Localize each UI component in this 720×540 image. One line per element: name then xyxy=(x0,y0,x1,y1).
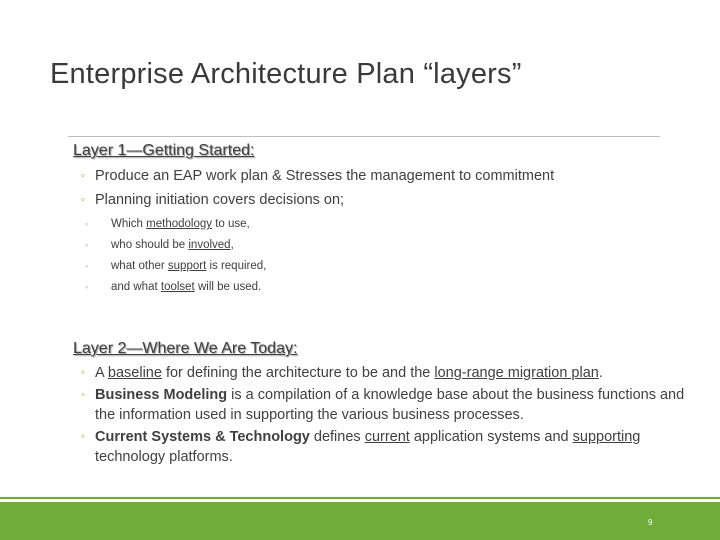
sub-bullet xyxy=(73,277,703,298)
bullet-text: application systems and xyxy=(409,429,573,445)
sub-bullet-text: and what xyxy=(111,281,161,293)
layer1-bullet-2 xyxy=(73,190,703,210)
footer-bar xyxy=(0,502,720,540)
bullet-bold: Business Modeling xyxy=(95,387,228,403)
layer1-sub-bullets xyxy=(73,214,703,298)
layer2-bullet-3 xyxy=(73,427,703,467)
bullet-marker-icon: ◦ xyxy=(81,389,85,401)
bullet-marker-icon: ◦ xyxy=(85,219,89,229)
bullet-marker-icon: ◦ xyxy=(85,261,89,271)
layer1-bullet-1-text: Produce an EAP work plan & Stresses the management to commitment xyxy=(95,168,555,184)
bullet-underlined: long-range migration plan xyxy=(434,365,599,381)
sub-bullet-underlined: toolset xyxy=(160,281,195,293)
layer1-bullet-2-text: Planning initiation covers decisions on; xyxy=(95,192,345,208)
bullet-underlined: baseline xyxy=(107,365,162,381)
sub-bullet-text: to use, xyxy=(212,218,250,230)
sub-bullet-underlined: involved xyxy=(188,239,231,251)
bullet-bold: Current Systems & Technology xyxy=(95,429,310,445)
sub-bullet-text: who should be xyxy=(111,239,189,251)
bullet-marker-icon: ◦ xyxy=(81,431,85,443)
bullet-marker-icon: ◦ xyxy=(85,282,89,292)
layer1-section xyxy=(73,142,703,298)
sub-bullet-text: Which xyxy=(111,218,147,230)
layer2-section xyxy=(73,340,703,467)
footer-accent-line xyxy=(0,497,720,499)
sub-bullet xyxy=(73,235,703,256)
layer2-bullet-2 xyxy=(73,385,703,425)
bullet-marker-icon: ◦ xyxy=(81,170,85,182)
layer1-heading: Layer 1—Getting Started: xyxy=(73,142,255,159)
layer2-heading: Layer 2—Where We Are Today: xyxy=(73,340,298,357)
bullet-text: technology platforms. xyxy=(95,449,233,465)
bullet-text: . xyxy=(598,365,603,381)
bullet-marker-icon: ◦ xyxy=(81,194,85,206)
page-number: 9 xyxy=(648,518,653,527)
bullet-text: for defining the architecture to be and the xyxy=(161,365,435,381)
bullet-marker-icon: ◦ xyxy=(85,240,89,250)
layer2-bullet-1 xyxy=(73,363,703,383)
sub-bullet-text: , xyxy=(230,239,234,251)
bullet-marker-icon: ◦ xyxy=(81,367,85,379)
title-divider xyxy=(68,136,660,137)
bullet-underlined: supporting xyxy=(572,429,641,445)
bullet-text: defines xyxy=(309,429,365,445)
sub-bullet xyxy=(73,214,703,235)
slide-title: Enterprise Architecture Plan “layers” xyxy=(50,58,522,90)
sub-bullet-text: will be used. xyxy=(194,281,262,293)
sub-bullet-text: is required, xyxy=(206,260,267,272)
bullet-text: A xyxy=(95,365,108,381)
sub-bullet-text: what other xyxy=(111,260,168,272)
sub-bullet-underlined: support xyxy=(167,260,207,272)
bullet-underlined: current xyxy=(364,429,410,445)
sub-bullet-underlined: methodology xyxy=(146,218,213,230)
sub-bullet xyxy=(73,256,703,277)
bullet-text: is a compilation of a knowledge base about the business functions and the information used in supporting the various business processes. xyxy=(95,387,685,423)
layer1-bullet-1 xyxy=(73,166,703,186)
